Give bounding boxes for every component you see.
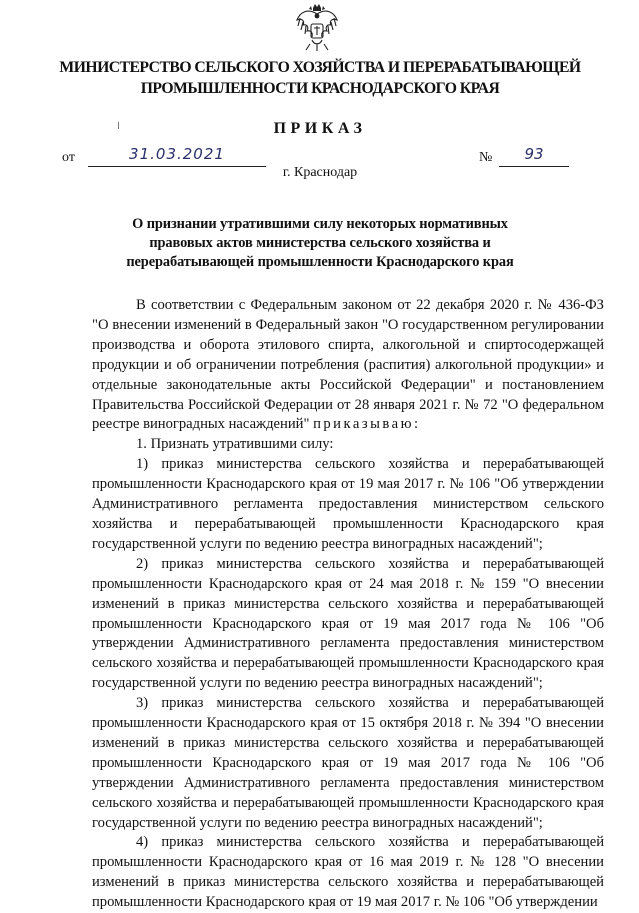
date-value: 31.03.2021 bbox=[88, 145, 266, 167]
item-1: 1. Признать утратившими силу: bbox=[136, 436, 334, 453]
ministry-name bbox=[48, 57, 591, 99]
order-title: ПРИКАЗ bbox=[273, 120, 367, 137]
ministry-line-2: ПРОМЫШЛЕННОСТИ КРАСНОДАРСКОГО КРАЯ bbox=[140, 79, 500, 97]
ministry-line-1: МИНИСТЕРСТВО СЕЛЬСКОГО ХОЗЯЙСТВА И ПЕРЕРАБАТЫВАЮЩЕЙ bbox=[59, 58, 581, 76]
order-subject bbox=[110, 215, 530, 272]
subject-line-1: О признании утратившими силу некоторых нормативных bbox=[132, 216, 508, 232]
number-value: 93 bbox=[499, 145, 569, 167]
item-1-4: 4) приказ министерства сельского хозяйства и перерабатывающей промышленности Краснодарского края от 16 мая 2019 г. № 128 "О внесении изменений в приказ министерства сельского хозяйства и перерабатывающей промышленности Краснодарского края от 19 мая 2017 г. № 106 "Об утверждении bbox=[92, 834, 604, 911]
item-1-3: 3) приказ министерства сельского хозяйства и перерабатывающей промышленности Краснодарского края от 15 октября 2018 г. № 394 "О внесении изменений в приказ министерства сельского хозяйства и перерабатывающей промышленности Краснодарского края от 19 мая 2017 года № 106 "Об утверждении Административного регламента предоставления министерством сельского хозяйства и перерабатывающей промышленности Краснодарского края государственной услуги по ведению реестра виноградных насаждений"; bbox=[92, 695, 604, 831]
subject-line-2: правовых актов министерства сельского хозяйства и bbox=[149, 235, 491, 251]
order-body bbox=[92, 296, 604, 913]
intro-paragraph bbox=[92, 296, 604, 435]
decree-word: приказываю: bbox=[313, 416, 421, 433]
number-prefix: № bbox=[479, 150, 493, 165]
city: г. Краснодар bbox=[282, 165, 358, 180]
item-1-1: 1) приказ министерства сельского хозяйства и перерабатывающей промышленности Краснодарского края от 19 мая 2017 г. № 106 "Об утверждении Административного регламента предоставления министерством сельского хозяйства и перерабатывающей промышленности Краснодарского края государственной услуги по ведению реестра виноградных насаждений"; bbox=[92, 456, 604, 552]
coat-of-arms-icon bbox=[294, 4, 340, 54]
date-prefix: от bbox=[62, 150, 75, 165]
subject-line-3: перерабатывающей промышленности Краснодарского края bbox=[126, 254, 514, 270]
item-1-2: 2) приказ министерства сельского хозяйства и перерабатывающей промышленности Краснодарского края от 24 мая 2018 г. № 159 "О внесении изменений в приказ министерства сельского хозяйства и перерабатывающей промышленности Краснодарского края от 19 мая 2017 года № 106 "Об утверждении Административного регламента предоставления министерством сельского хозяйства и перерабатывающей промышленности Краснодарского края государственной услуги по ведению реестра виноградных насаждений"; bbox=[92, 555, 604, 692]
scan-mark bbox=[118, 122, 119, 129]
intro-text: В соответствии с Федеральным законом от 22 декабря 2020 г. № 436-ФЗ "О внесении изменений в Федеральный закон "О государственном регулировании производства и оборота этилового спирта, алкогольной и спиртосодержащей продукции и об ограничении потребления (распития) алкогольной продукции» и отдельные законодательные акты Российской Федерации" и постановлением Правительства Российской Федерации от 28 января 2021 г. № 72 "О федеральном реестре виноградных насаждений" bbox=[92, 297, 604, 433]
